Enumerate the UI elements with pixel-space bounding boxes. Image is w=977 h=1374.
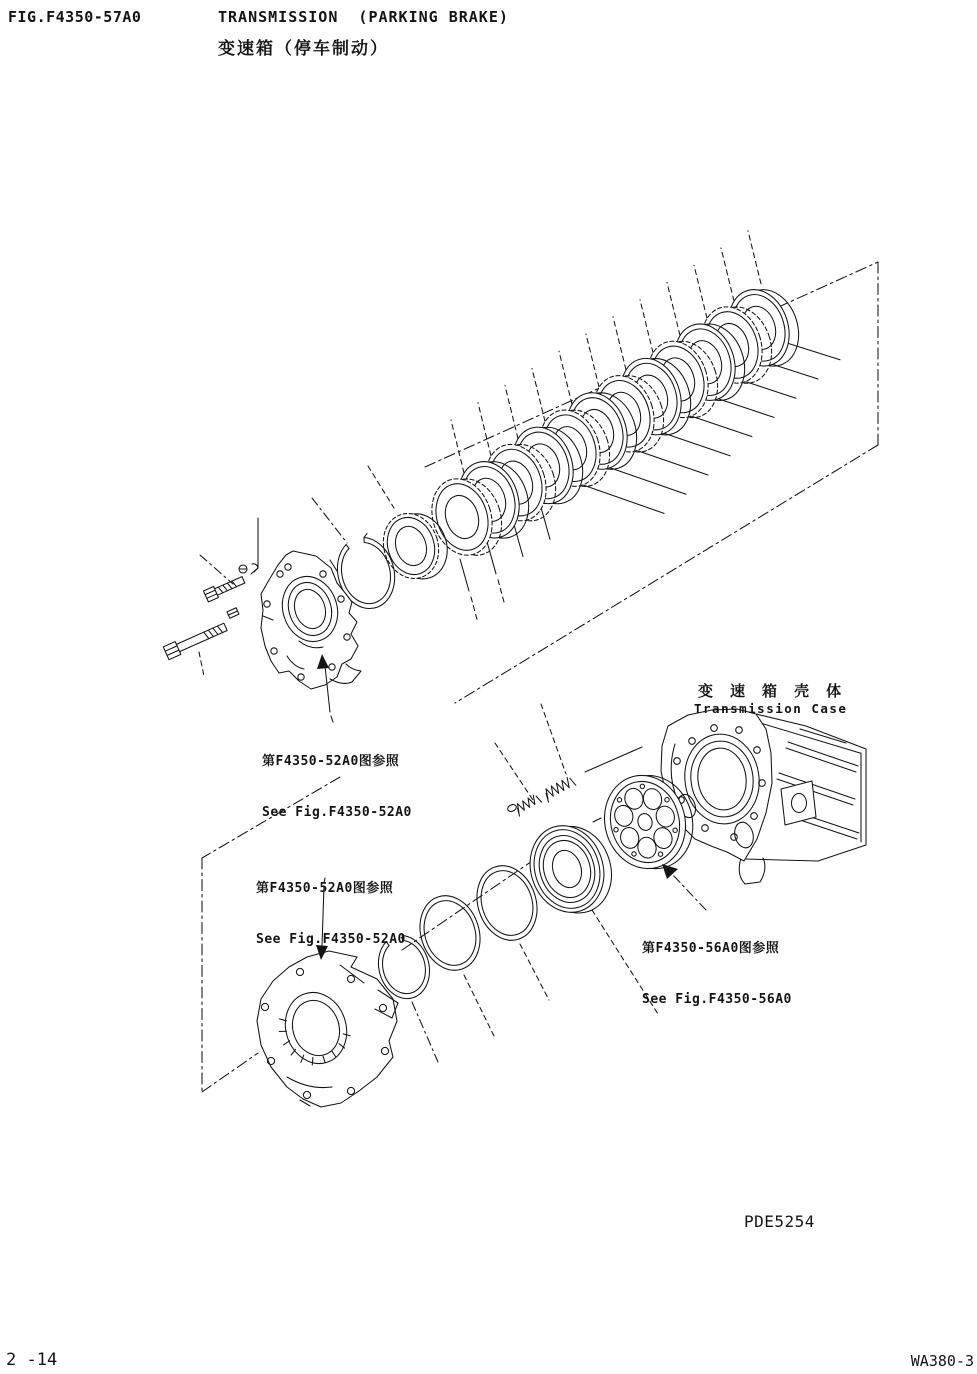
disc-leader-line — [559, 351, 572, 404]
retainer-clip — [239, 564, 258, 573]
document-code: PDE5254 — [744, 1212, 815, 1231]
disc-leader-line — [694, 265, 707, 318]
disc-leader-line — [613, 317, 626, 370]
mounting-bolt-long — [163, 620, 228, 659]
disc-leader-line — [471, 597, 478, 623]
disc-leader-line — [586, 334, 599, 387]
ref-label-lower-zh: 第F4350-52A0图参照 — [256, 881, 394, 896]
disc-leader-line — [505, 386, 518, 439]
ref-label-upper-zh: 第F4350-52A0图参照 — [262, 754, 400, 769]
transmission-case — [661, 709, 866, 884]
case-label-chinese: 变 速 箱 壳 体 — [698, 682, 846, 700]
disc-leader-line — [460, 559, 469, 591]
ref-label-case-en: See Fig.F4350-56A0 — [642, 992, 792, 1007]
figure-number: FIG.F4350-57A0 — [8, 8, 142, 26]
page-number: 2 -14 — [6, 1350, 58, 1370]
ref-arrow-case — [662, 864, 706, 910]
washer — [227, 608, 239, 618]
page-title-chinese: 变速箱（停车制动） — [218, 39, 389, 59]
disc-leader-line — [640, 300, 653, 353]
disc-leader-line — [667, 282, 680, 335]
case-label-english: Transmission Case — [694, 701, 848, 716]
clutch-disc-pack — [422, 231, 840, 623]
disc-leader-line — [498, 580, 505, 606]
disc-leader-line — [748, 231, 761, 284]
ref-label-case-zh: 第F4350-56A0图参照 — [642, 941, 780, 956]
spring-small — [514, 793, 543, 816]
detent-ball — [507, 803, 518, 813]
model-code: WA380-3 — [910, 1352, 974, 1370]
brake-housing — [261, 551, 361, 689]
ref-label-upper — [262, 719, 412, 855]
disc-leader-line — [451, 420, 464, 473]
ref-label-case — [642, 906, 792, 1042]
disc-leader-line — [721, 248, 734, 301]
disc-leader-line — [478, 403, 491, 456]
page-title: TRANSMISSION (PARKING BRAKE) — [218, 8, 509, 26]
mounting-bolt-short — [204, 574, 246, 602]
spring-large — [542, 776, 576, 803]
ref-label-lower-en: See Fig.F4350-52A0 — [256, 932, 406, 947]
ref-label-lower — [256, 846, 406, 982]
ref-label-upper-en: See Fig.F4350-52A0 — [262, 805, 412, 820]
